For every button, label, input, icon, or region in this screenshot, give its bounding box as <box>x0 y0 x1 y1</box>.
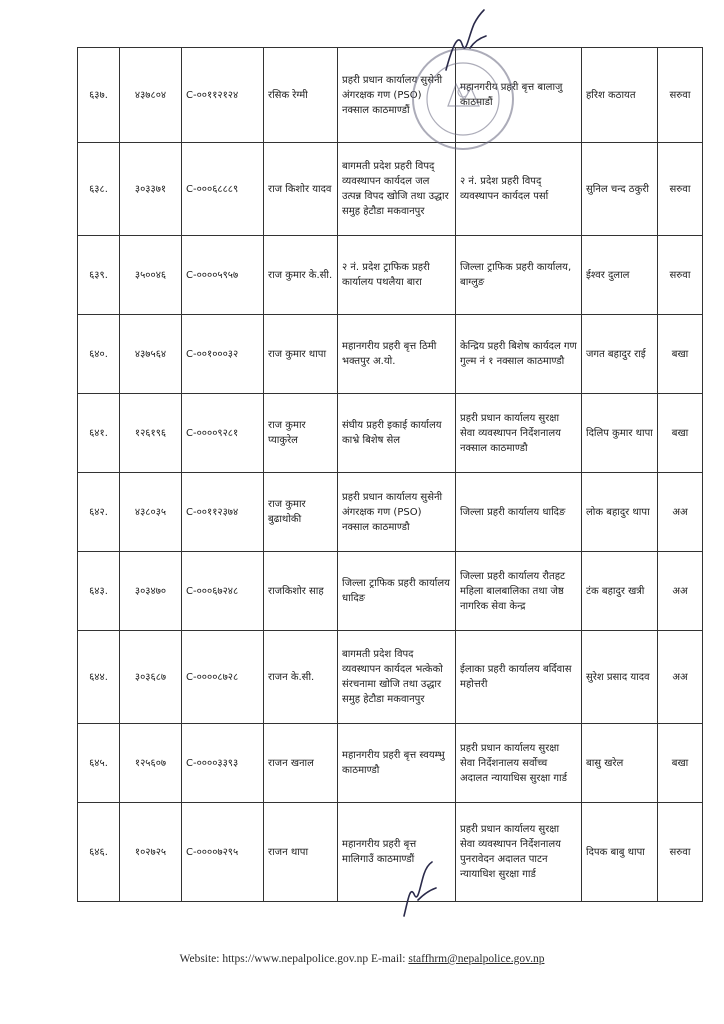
approver-name-cell: बासु खरेल <box>582 724 658 803</box>
approver-name-cell: टंक बहादुर खत्री <box>582 552 658 631</box>
employee-name-cell: रसिक रेग्मी <box>264 48 338 143</box>
approver-name-cell: दिलिप कुमार थापा <box>582 394 658 473</box>
transfer-status-cell: सरुवा <box>658 143 703 236</box>
current-office-cell: संघीय प्रहरी इकाई कार्यालय काभ्रे बिशेष सेल <box>338 394 456 473</box>
serial-number-cell: ६४३. <box>78 552 120 631</box>
employee-name-cell: राज किशोर यादव <box>264 143 338 236</box>
new-office-cell: ईलाका प्रहरी कार्यालय बर्दिवास महोत्तरी <box>456 631 582 724</box>
employee-name-cell: राज कुमार प्याकुरेल <box>264 394 338 473</box>
website-link[interactable]: https://www.nepalpolice.gov.np <box>222 953 369 965</box>
employee-name-cell: राजन के.सी. <box>264 631 338 724</box>
transfer-table <box>77 47 703 902</box>
approver-name-cell: दिपक बाबु थापा <box>582 803 658 902</box>
approver-name-cell: हरिश कठायत <box>582 48 658 143</box>
employee-name-cell: राज कुमार थापा <box>264 315 338 394</box>
transfer-status-cell: सरुवा <box>658 236 703 315</box>
code-number-cell: C-००००९२८१ <box>182 394 264 473</box>
transfer-status-cell: बखा <box>658 394 703 473</box>
email-label: E-mail: <box>370 953 406 965</box>
table-row <box>78 803 703 902</box>
serial-number-cell: ६३९. <box>78 236 120 315</box>
new-office-cell: २ नं. प्रदेश प्रहरी विपद् व्यवस्थापन कार्यदल पर्सा <box>456 143 582 236</box>
table-row <box>78 631 703 724</box>
police-id-cell: ३०३४७० <box>120 552 182 631</box>
code-number-cell: C-०००६८८८९ <box>182 143 264 236</box>
transfer-status-cell: अअ <box>658 552 703 631</box>
approver-name-cell: जगत बहादुर राई <box>582 315 658 394</box>
code-number-cell: C-०००६७२४८ <box>182 552 264 631</box>
current-office-cell: बागमती प्रदेश प्रहरी विपद् व्यवस्थापन कार्यदल जल उत्पन्न विपद खोजि तथा उद्धार समुह हेटौडा मकवानपुर <box>338 143 456 236</box>
police-id-cell: ३०३६८७ <box>120 631 182 724</box>
current-office-cell: प्रहरी प्रधान कार्यालय सुसेनी अंगरक्षक गण (PSO) नक्साल काठमाण्डौ <box>338 473 456 552</box>
table-row <box>78 143 703 236</box>
police-id-cell: १०२७२५ <box>120 803 182 902</box>
transfer-status-cell: बखा <box>658 315 703 394</box>
approver-name-cell: सुनिल चन्द ठकुरी <box>582 143 658 236</box>
code-number-cell: C-००११२१२४ <box>182 48 264 143</box>
transfer-status-cell: सरुवा <box>658 48 703 143</box>
employee-name-cell: राजन खनाल <box>264 724 338 803</box>
current-office-cell: २ नं. प्रदेश ट्राफिक प्रहरी कार्यालय पथलैया बारा <box>338 236 456 315</box>
current-office-cell: बागमती प्रदेश विपद व्यवस्थापन कार्यदल भत्केको संरचनामा खोजि तथा उद्धार समुह हेटौडा मकवानपुर <box>338 631 456 724</box>
employee-name-cell: राजकिशोर साह <box>264 552 338 631</box>
code-number-cell: C-००१०००३२ <box>182 315 264 394</box>
new-office-cell: महानगरीय प्रहरी बृत्त बालाजु काठमाडौं <box>456 48 582 143</box>
new-office-cell: जिल्ला प्रहरी कार्यालय धादिङ <box>456 473 582 552</box>
transfer-status-cell: बखा <box>658 724 703 803</box>
current-office-cell: जिल्ला ट्राफिक प्रहरी कार्यालय धादिङ <box>338 552 456 631</box>
code-number-cell: C-००००७२९५ <box>182 803 264 902</box>
new-office-cell: प्रहरी प्रधान कार्यालय सुरक्षा सेवा व्यवस्थापन निर्देशनालय पुनरावेदन अदालत पाटन न्यायाधिश सुरक्षा गार्ड <box>456 803 582 902</box>
new-office-cell: जिल्ला ट्राफिक प्रहरी कार्यालय, बाग्लुङ <box>456 236 582 315</box>
new-office-cell: केन्द्रिय प्रहरी बिशेष कार्यदल गण गुल्म नं १ नक्साल काठमाण्डौ <box>456 315 582 394</box>
email-link[interactable]: staffhrm@nepalpolice.gov.np <box>408 953 545 965</box>
table-row <box>78 394 703 473</box>
approver-name-cell: लोक बहादुर थापा <box>582 473 658 552</box>
serial-number-cell: ६३७. <box>78 48 120 143</box>
transfer-status-cell: अअ <box>658 631 703 724</box>
current-office-cell: प्रहरी प्रधान कार्यालय सुसेनी अंगरक्षक गण (PSO) नक्साल काठमाण्डौं <box>338 48 456 143</box>
serial-number-cell: ६४०. <box>78 315 120 394</box>
serial-number-cell: ६४२. <box>78 473 120 552</box>
table-row <box>78 48 703 143</box>
code-number-cell: C-००००८७२८ <box>182 631 264 724</box>
approver-name-cell: ईश्वर दुलाल <box>582 236 658 315</box>
code-number-cell: C-००००३३९३ <box>182 724 264 803</box>
table-body <box>78 48 703 902</box>
new-office-cell: जिल्ला प्रहरी कार्यालय रौतहट महिला बालबालिका तथा जेष्ठ नागरिक सेवा केन्द्र <box>456 552 582 631</box>
serial-number-cell: ६३८. <box>78 143 120 236</box>
transfer-status-cell: सरुवा <box>658 803 703 902</box>
approver-name-cell: सुरेश प्रसाद यादव <box>582 631 658 724</box>
police-id-cell: १२५६०७ <box>120 724 182 803</box>
table-row <box>78 315 703 394</box>
current-office-cell: महानगरीय प्रहरी बृत्त स्वयम्भु काठमाण्डौ <box>338 724 456 803</box>
employee-name-cell: राज कुमार के.सी. <box>264 236 338 315</box>
code-number-cell: C-००००५९५७ <box>182 236 264 315</box>
current-office-cell: महानगरीय प्रहरी बृत्त ठिमी भक्तपुर अ.यो. <box>338 315 456 394</box>
new-office-cell: प्रहरी प्रधान कार्यालय सुरक्षा सेवा व्यवस्थापन निर्देशनालय नक्साल काठमाण्डौ <box>456 394 582 473</box>
police-id-cell: ४३७५६४ <box>120 315 182 394</box>
serial-number-cell: ६४१. <box>78 394 120 473</box>
police-id-cell: ३०३३७१ <box>120 143 182 236</box>
serial-number-cell: ६४४. <box>78 631 120 724</box>
page-footer <box>0 953 724 965</box>
employee-name-cell: राज कुमार बुढाथोकी <box>264 473 338 552</box>
code-number-cell: C-००११२३७४ <box>182 473 264 552</box>
table-row <box>78 552 703 631</box>
police-id-cell: ४३७८०४ <box>120 48 182 143</box>
table-row <box>78 473 703 552</box>
police-id-cell: १२६१९६ <box>120 394 182 473</box>
website-label: Website: <box>179 953 220 965</box>
current-office-cell: महानगरीय प्रहरी बृत्त मालिगाउँ काठमाण्डौं <box>338 803 456 902</box>
serial-number-cell: ६४५. <box>78 724 120 803</box>
new-office-cell: प्रहरी प्रधान कार्यालय सुरक्षा सेवा निर्देशनालय सर्वोच्च अदालत न्यायाधिस सुरक्षा गार्ड <box>456 724 582 803</box>
table-row <box>78 236 703 315</box>
transfer-status-cell: अअ <box>658 473 703 552</box>
police-id-cell: ३५००४६ <box>120 236 182 315</box>
table-row <box>78 724 703 803</box>
serial-number-cell: ६४६. <box>78 803 120 902</box>
police-id-cell: ४३८०३५ <box>120 473 182 552</box>
employee-name-cell: राजन थापा <box>264 803 338 902</box>
